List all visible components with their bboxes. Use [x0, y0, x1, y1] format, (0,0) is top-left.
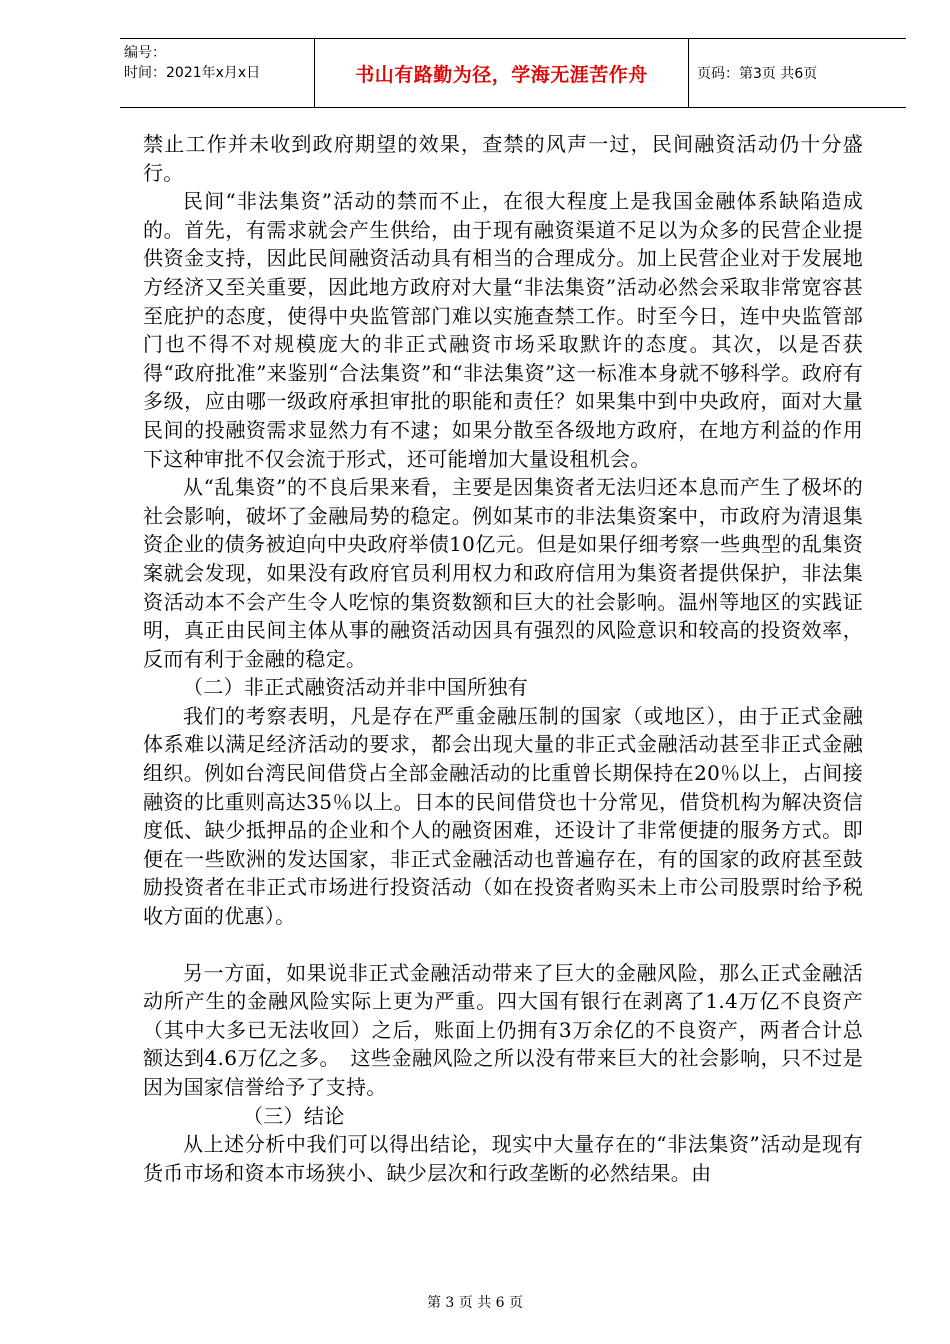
- document-body: [143, 130, 863, 1187]
- paragraph-gap: [143, 931, 863, 959]
- paragraph-6: 从上述分析中我们可以得出结论，现实中大量存在的“非法集资”活动是现有货币市场和资本市场狭小、缺少层次和行政垄断的必然结果。由: [143, 1132, 863, 1185]
- number-label: 编号：: [124, 45, 166, 61]
- paragraph-1: 禁止工作并未收到政府期望的效果，查禁的风声一过，民间融资活动仍十分盛行。: [143, 132, 863, 185]
- header-meta: [120, 39, 315, 107]
- section-heading-2: （二）非正式融资活动并非中国所独有: [183, 675, 529, 700]
- header-motto: 书山有路勤为径，学海无涯苦作舟: [315, 39, 689, 107]
- paragraph-4: 我们的考察表明，凡是存在严重金融压制的国家（或地区），由于正式金融体系难以满足经济活动的要求，都会出现大量的非正式金融活动甚至非正式金融组织。例如台湾民间借贷占全部金融活动的比重曾长期保持在20％以上，占间接融资的比重则高达35％以上。日本的民间借贷也十分常见，借贷机构为解决资信度低、缺少抵押品的企业和个人的融资困难，还设计了非常便捷的服务方式。即便在一些欧洲的发达国家，非正式金融活动也普遍存在，有的国家的政府甚至鼓励投资者在非正式市场进行投资活动（如在投资者购买未上市公司股票时给予税收方面的优惠）。: [143, 703, 863, 929]
- page-footer: 第 3 页 共 6 页: [426, 1295, 524, 1311]
- header-page-info: 页码：第3页 共6页: [697, 66, 818, 82]
- paragraph-2: 民间“非法集资”活动的禁而不止，在很大程度上是我国金融体系缺陷造成的。首先，有需求就会产生供给，由于现有融资渠道不足以为众多的民营企业提供资金支持，因此民间融资活动具有相当的合理成分。加上民营企业对于发展地方经济又至关重要，因此地方政府对大量“非法集资”活动必然会采取非常宽容甚至庇护的态度，使得中央监管部门难以实施查禁工作。时至今日，连中央监管部门也不得不对规模庞大的非正式融资市场采取默许的态度。其次，以是否获得“政府批准”来鉴别“合法集资”和“非法集资”这一标准本身就不够科学。政府有多级，应由哪一级政府承担审批的职能和责任？如果集中到中央政府，面对大量民间的投融资需求显然力有不逮；如果分散至各级地方政府，在地方利益的作用下这种审批不仅会流于形式，还可能增加大量设租机会。: [143, 189, 863, 471]
- section-heading-3: （三）结论: [243, 1103, 345, 1128]
- header-table: [120, 38, 906, 108]
- paragraph-3: 从“乱集资”的不良后果来看，主要是因集资者无法归还本息而产生了极坏的社会影响，破坏了金融局势的稳定。例如某市的非法集资案中，市政府为清退集资企业的债务被迫向中央政府举债10亿元。但是如果仔细考察一些典型的乱集资案就会发现，如果没有政府官员利用权力和政府信用为集资者提供保护，非法集资活动本不会产生令人吃惊的集资数额和巨大的社会影响。温州等地区的实践证明，真正由民间主体从事的融资活动因具有强烈的风险意识和较高的投资效率，反而有利于金融的稳定。: [143, 475, 863, 671]
- paragraph-5: 另一方面，如果说非正式金融活动带来了巨大的金融风险，那么正式金融活动所产生的金融风险实际上更为严重。四大国有银行在剥离了1.4万亿不良资产（其中大多已无法收回）之后，账面上仍拥有3万余亿的不良资产，两者合计总额达到4.6万亿之多。 这些金融风险之所以没有带来巨大的社会影响，只不过是因为国家信誉给予了支持。: [143, 960, 863, 1099]
- time-label: 时间：2021年x月x日: [124, 65, 261, 81]
